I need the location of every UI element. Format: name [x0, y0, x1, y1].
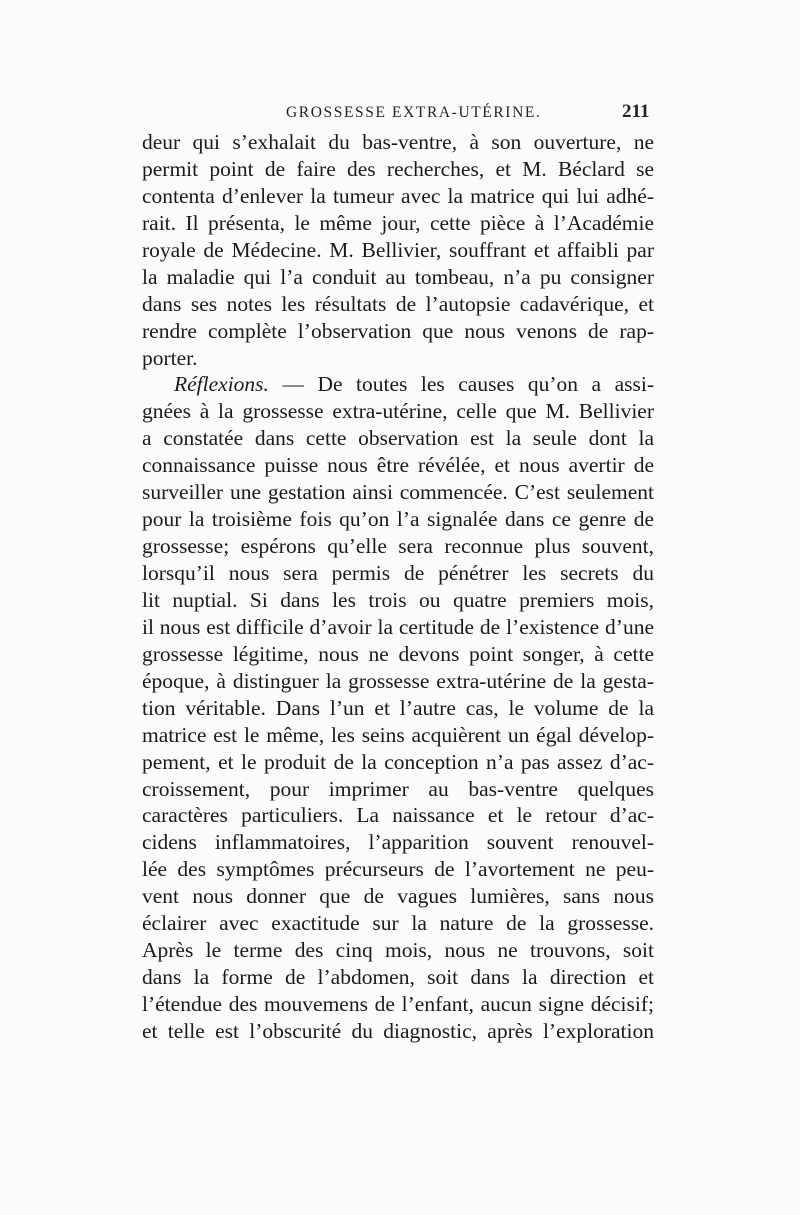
text-line: lée des symptômes précurseurs de l’avortement ne peu- [142, 857, 654, 882]
text-line: il nous est difficile d’avoir la certitude de l’existence d’une [142, 614, 654, 639]
text-line: lorsqu’il nous sera permis de pénétrer les secrets du [142, 561, 654, 585]
text-line: royale de Médecine. M. Bellivier, souffrant et affaibli par [142, 237, 654, 262]
text-line: dans ses notes les résultats de l’autopsie cadavérique, et [142, 291, 654, 316]
reflexions-first-line [142, 371, 654, 398]
text-line: porter. [142, 345, 198, 370]
text-line: lit nuptial. Si dans les trois ou quatre premiers mois, [142, 587, 654, 612]
text-line: rendre complète l’observation que nous venons de rap- [142, 318, 654, 343]
text-line: a constatée dans cette observation est la seule dont la [142, 426, 654, 451]
text-line: éclairer avec exactitude sur la nature de la grossesse. [142, 911, 654, 936]
text-line: grossesse légitime, nous ne devons point songer, à cette [142, 641, 654, 666]
text-line: grossesse; espérons qu’elle sera reconnue plus souvent, [142, 534, 654, 559]
body-text [142, 129, 654, 1045]
reflexions-first-line-text: — De toutes les causes qu’on a assi- [268, 372, 654, 397]
text-line: tion véritable. Dans l’un et l’autre cas, le volume de la [142, 695, 654, 720]
text-line: caractères particuliers. La naissance et le retour d’ac- [142, 803, 654, 828]
text-line: époque, à distinguer la grossesse extra-utérine de la gesta- [142, 668, 654, 693]
text-line: permit point de faire des recherches, et M. Béclard se [142, 156, 654, 181]
text-line: pement, et le produit de la conception n’a pas assez d’ac- [142, 749, 654, 774]
text-line: deur qui s’exhalait du bas-ventre, à son ouverture, ne [142, 130, 654, 154]
text-line: contenta d’enlever la tumeur avec la matrice qui lui adhé- [142, 183, 654, 208]
reflexions-label: Réflexions. [174, 372, 269, 397]
page-number: 211 [622, 101, 650, 122]
text-line: connaissance puisse nous être révélée, et nous avertir de [142, 453, 654, 478]
text-line: et telle est l’obscurité du diagnostic, après l’exploration [142, 1018, 654, 1043]
text-line: dans la forme de l’abdomen, soit dans la direction et [142, 965, 654, 990]
text-line: Après le terme des cinq mois, nous ne trouvons, soit [142, 938, 654, 963]
text-line: l’étendue des mouvemens de l’enfant, aucun signe décisif; [142, 992, 654, 1016]
text-line: pour la troisième fois qu’on l’a signalée dans ce genre de [142, 507, 654, 532]
text-line: surveiller une gestation ainsi commencée. C’est seulement [142, 480, 654, 505]
text-line: matrice est le même, les seins acquièrent un égal dévelop- [142, 722, 654, 747]
text-line: rait. Il présenta, le même jour, cette pièce à l’Académie [142, 210, 654, 235]
running-title: GROSSESSE EXTRA-UTÉRINE. [286, 104, 542, 121]
text-line: vent nous donner que de vagues lumières, sans nous [142, 884, 654, 909]
page-header [0, 100, 800, 130]
text-line: gnées à la grossesse extra-utérine, celle que M. Bellivier [142, 399, 654, 424]
text-line: croissement, pour imprimer au bas-ventre quelques [142, 776, 654, 801]
text-line: la maladie qui l’a conduit au tombeau, n’a pu consigner [142, 264, 654, 289]
text-line: cidens inflammatoires, l’apparition souvent renouvel- [142, 830, 654, 855]
